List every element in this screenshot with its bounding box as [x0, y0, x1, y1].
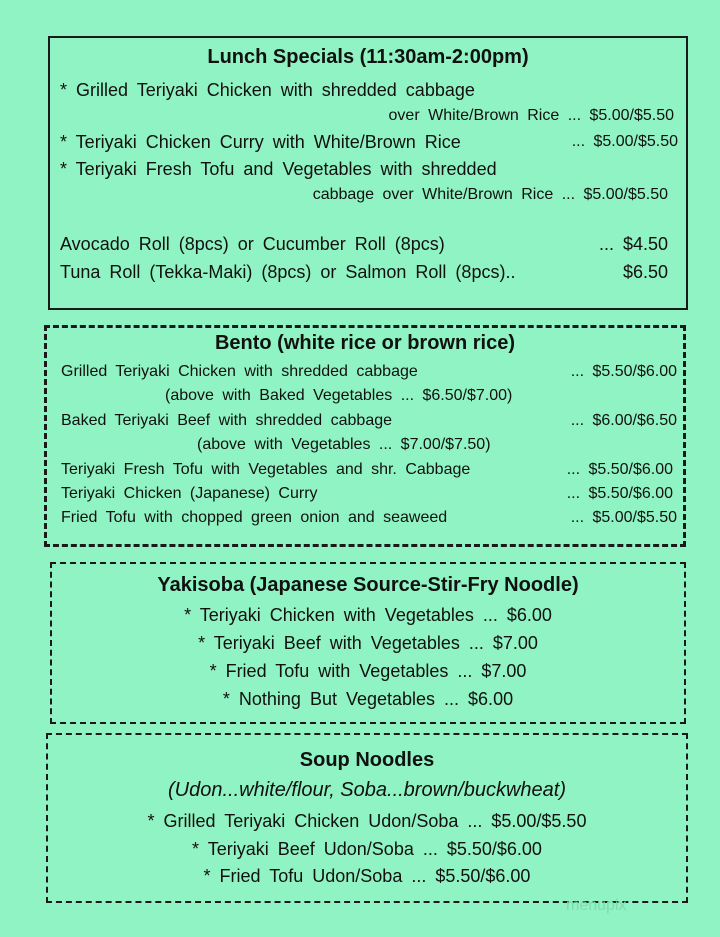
yakisoba-item-2: * Teriyaki Beef with Vegetables ... $7.00 [198, 633, 538, 653]
bento-item-3-price: ... $5.50/$6.00 [566, 461, 673, 478]
bento-item-4-price: ... $5.50/$6.00 [566, 485, 673, 502]
roll-item-2-price: $6.50 [622, 262, 668, 282]
soup-subtitle: (Udon...white/flour, Soba...brown/buckwheat) [168, 779, 566, 801]
bento-item-2: Baked Teriyaki Beef with shredded cabbage [61, 412, 393, 429]
lunch-item-1-price: over White/Brown Rice ... $5.00/$5.50 [388, 107, 674, 124]
lunch-item-2-price: ... $5.00/$5.50 [571, 133, 678, 150]
lunch-title: Lunch Specials (11:30am-2:00pm) [207, 46, 529, 68]
yakisoba-item-1: * Teriyaki Chicken with Vegetables ... $6.00 [184, 605, 552, 625]
bento-item-5-price: ... $5.00/$5.50 [570, 509, 677, 526]
bento-title: Bento (white rice or brown rice) [214, 332, 516, 354]
yakisoba-item-3: * Fried Tofu with Vegetables ... $7.00 [209, 661, 527, 681]
soup-item-3: * Fried Tofu Udon/Soba ... $5.50/$6.00 [203, 866, 531, 886]
bento-item-1-price: ... $5.50/$6.00 [570, 363, 677, 380]
soup-title: Soup Noodles [299, 749, 435, 771]
soup-item-2: * Teriyaki Beef Udon/Soba ... $5.50/$6.00 [192, 839, 542, 859]
lunch-item-2: * Teriyaki Chicken Curry with White/Brown Rice [60, 132, 461, 152]
roll-item-2: Tuna Roll (Tekka-Maki) (8pcs) or Salmon Roll (8pcs).. [60, 262, 516, 282]
bento-item-2-price: ... $6.00/$6.50 [570, 412, 677, 429]
soup-item-1: * Grilled Teriyaki Chicken Udon/Soba ... $5.00/$5.50 [147, 811, 587, 831]
bento-item-1-sub: (above with Baked Vegetables ... $6.50/$7.00) [165, 387, 513, 404]
lunch-specials-section [48, 36, 688, 310]
yakisoba-item-4: * Nothing But Vegetables ... $6.00 [222, 689, 514, 709]
bento-section [44, 325, 686, 547]
bento-item-2-sub: (above with Vegetables ... $7.00/$7.50) [197, 436, 491, 453]
bento-item-5: Fried Tofu with chopped green onion and seaweed [61, 509, 448, 526]
lunch-item-3: * Teriyaki Fresh Tofu and Vegetables with shredded [60, 159, 497, 179]
soup-noodles-section [46, 733, 688, 903]
yakisoba-section [50, 562, 686, 724]
roll-item-1-price: ... $4.50 [598, 234, 668, 254]
yakisoba-title: Yakisoba (Japanese Source-Stir-Fry Noodle) [157, 574, 579, 596]
lunch-item-1: * Grilled Teriyaki Chicken with shredded cabbage [60, 80, 475, 100]
menupix-watermark: menupix [566, 897, 627, 914]
roll-item-1: Avocado Roll (8pcs) or Cucumber Roll (8pcs) [60, 234, 445, 254]
bento-item-4: Teriyaki Chicken (Japanese) Curry [61, 485, 318, 502]
lunch-item-3-price: cabbage over White/Brown Rice ... $5.00/$5.50 [312, 186, 668, 203]
bento-item-3: Teriyaki Fresh Tofu with Vegetables and shr. Cabbage [61, 461, 471, 478]
bento-item-1: Grilled Teriyaki Chicken with shredded cabbage [61, 363, 418, 380]
